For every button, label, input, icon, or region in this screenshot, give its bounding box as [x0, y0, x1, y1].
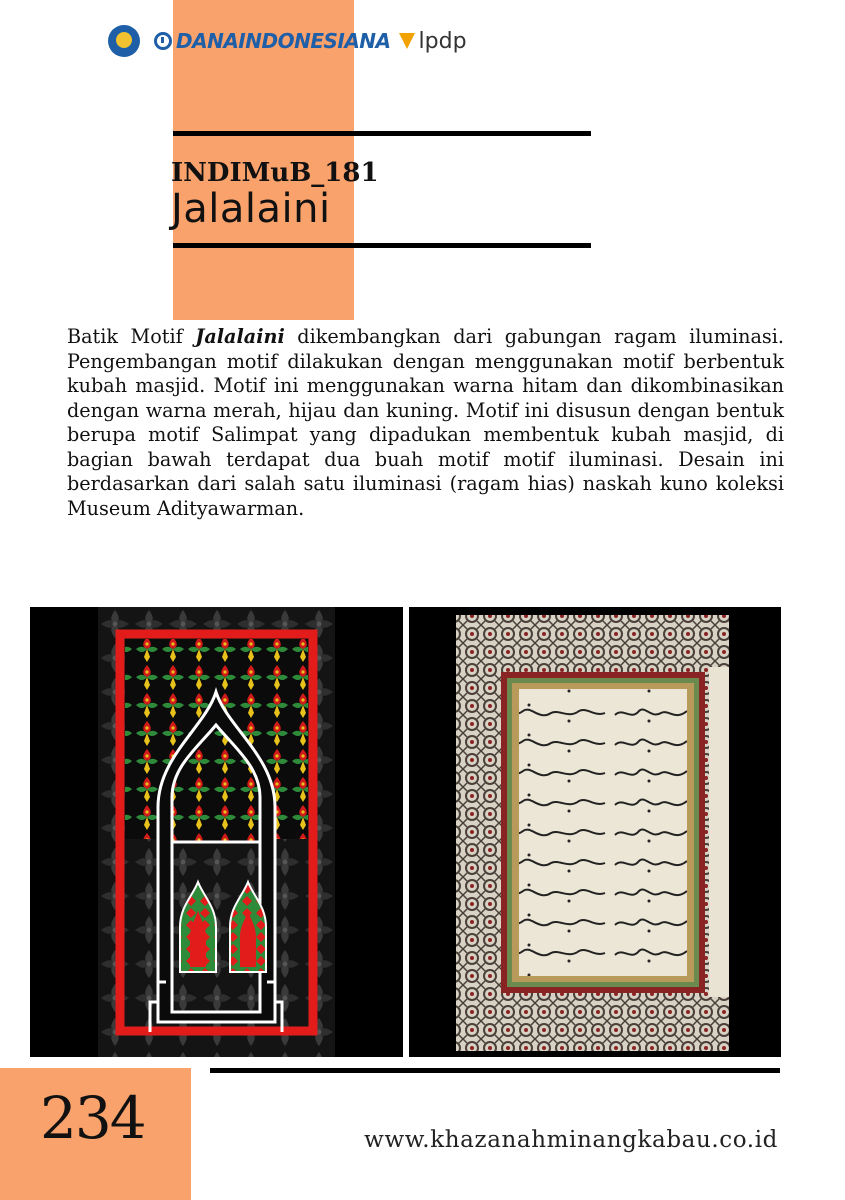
motif-description — [67, 325, 784, 521]
lpdp-flame-icon — [399, 33, 415, 49]
batik-motif-image — [30, 607, 403, 1057]
page-number: 234 — [40, 1084, 145, 1152]
lpdp-logo — [399, 29, 467, 54]
title-bottom-rule — [173, 243, 591, 248]
motif-title: Jalalaini — [171, 186, 331, 232]
description-lead: Batik Motif — [67, 325, 183, 348]
dana-indonesiana-wordmark: DANAINDONESIANA — [176, 29, 391, 53]
lpdp-wordmark: lpdp — [418, 28, 467, 54]
dana-indonesiana-mark-icon — [154, 32, 172, 50]
sponsor-logos — [108, 24, 467, 58]
title-top-rule — [173, 131, 591, 136]
kemendikbud-emblem-icon — [108, 25, 140, 57]
manuscript-illumination-image — [409, 607, 781, 1057]
description-motif-name: Jalalaini — [195, 325, 285, 348]
website-url: www.khazanahminangkabau.co.id — [364, 1127, 778, 1153]
motif-code: INDIMuB_181 — [171, 158, 379, 188]
dana-indonesiana-logo — [154, 29, 391, 53]
footer-rule — [210, 1068, 780, 1073]
description-body: dikembangkan dari gabungan ragam iluminasi. Pengembangan motif dilakukan dengan menggunakan motif berbentuk kubah masjid. Motif ini menggunakan warna hitam dan dikombinasikan dengan warna merah, hijau dan kuning. Motif ini disusun dengan bentuk berupa motif Salimpat yang dipadukan membentuk kubah masjid, di bagian bawah terdapat dua buah motif motif iluminasi. Desain ini berdasarkan dari salah satu iluminasi (ragam hias) naskah kuno koleksi Museum Adityawarman. — [67, 325, 785, 520]
